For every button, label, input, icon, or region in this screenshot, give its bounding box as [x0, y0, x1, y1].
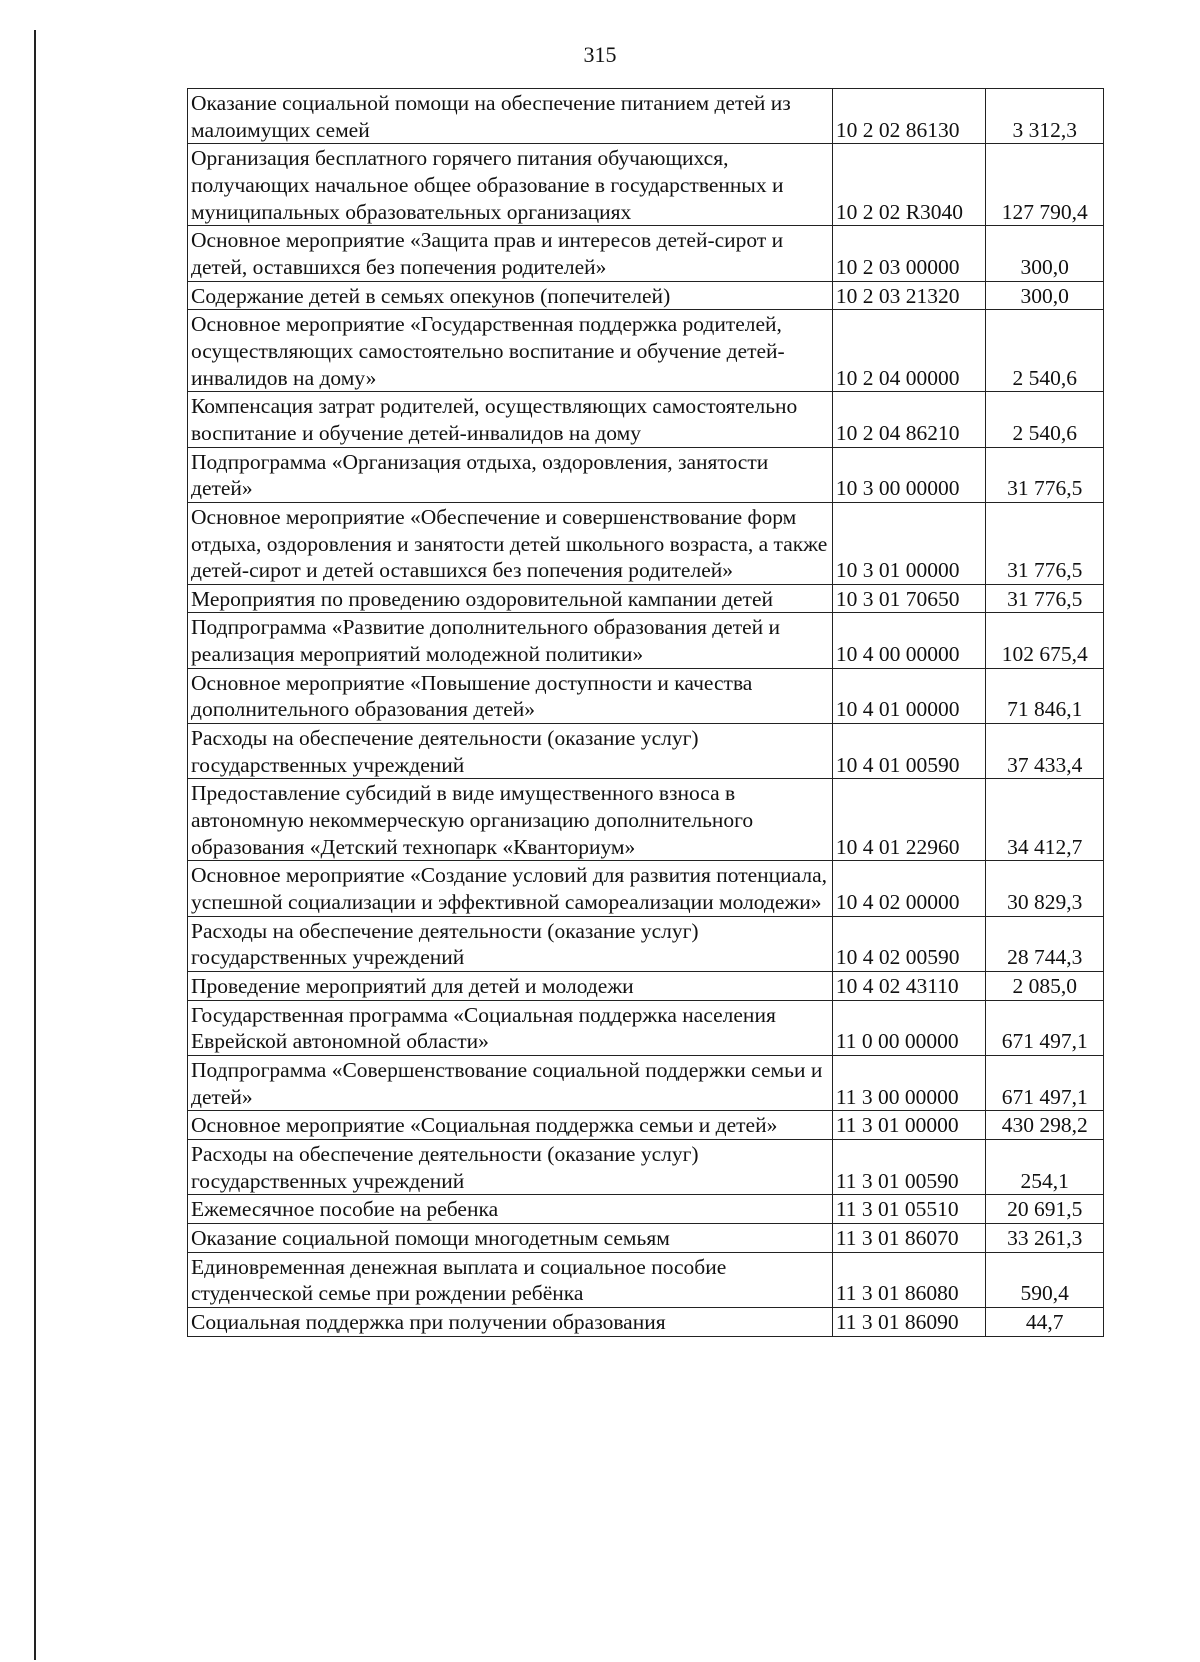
- table-row: [188, 1000, 1104, 1055]
- row-name-cell: Мероприятия по проведению оздоровительной кампании детей: [188, 584, 833, 613]
- row-amount-cell: 33 261,3: [986, 1223, 1104, 1252]
- row-code-cell: 11 3 01 86090: [832, 1307, 986, 1336]
- table-row: [188, 584, 1104, 613]
- table-row: [188, 281, 1104, 310]
- row-name-cell: Единовременная денежная выплата и социальное пособие студенческой семье при рождении ребёнка: [188, 1252, 833, 1307]
- row-amount-cell: 127 790,4: [986, 144, 1104, 226]
- table-row: [188, 1195, 1104, 1224]
- row-name-cell: Подпрограмма «Организация отдыха, оздоровления, занятости детей»: [188, 447, 833, 502]
- row-code-cell: 10 2 04 86210: [832, 392, 986, 447]
- row-code-cell: 10 4 02 00590: [832, 916, 986, 971]
- row-name-cell: Основное мероприятие «Защита прав и интересов детей-сирот и детей, оставшихся без попечения родителей»: [188, 226, 833, 281]
- row-amount-cell: 254,1: [986, 1139, 1104, 1194]
- row-code-cell: 10 2 03 21320: [832, 281, 986, 310]
- row-name-cell: Расходы на обеспечение деятельности (оказание услуг) государственных учреждений: [188, 724, 833, 779]
- table-row: [188, 447, 1104, 502]
- row-amount-cell: 2 540,6: [986, 310, 1104, 392]
- row-amount-cell: 3 312,3: [986, 89, 1104, 144]
- budget-table-body: [188, 89, 1104, 1337]
- row-name-cell: Государственная программа «Социальная поддержка населения Еврейской автономной области»: [188, 1000, 833, 1055]
- row-name-cell: Оказание социальной помощи многодетным семьям: [188, 1223, 833, 1252]
- row-code-cell: 11 3 01 05510: [832, 1195, 986, 1224]
- row-amount-cell: 671 497,1: [986, 1000, 1104, 1055]
- row-code-cell: 11 3 01 86070: [832, 1223, 986, 1252]
- row-amount-cell: 71 846,1: [986, 668, 1104, 723]
- row-code-cell: 10 3 01 00000: [832, 502, 986, 584]
- table-row: [188, 502, 1104, 584]
- row-amount-cell: 20 691,5: [986, 1195, 1104, 1224]
- table-row: [188, 1139, 1104, 1194]
- row-name-cell: Подпрограмма «Развитие дополнительного образования детей и реализация мероприятий молодежной политики»: [188, 613, 833, 668]
- row-name-cell: Основное мероприятие «Повышение доступности и качества дополнительного образования детей»: [188, 668, 833, 723]
- row-code-cell: 10 3 01 70650: [832, 584, 986, 613]
- row-amount-cell: 300,0: [986, 226, 1104, 281]
- row-amount-cell: 30 829,3: [986, 861, 1104, 916]
- row-name-cell: Организация бесплатного горячего питания обучающихся, получающих начальное общее образование в государственных и муниципальных образовательных организациях: [188, 144, 833, 226]
- row-name-cell: Компенсация затрат родителей, осуществляющих самостоятельно воспитание и обучение детей-инвалидов на дому: [188, 392, 833, 447]
- table-row: [188, 668, 1104, 723]
- table-row: [188, 1111, 1104, 1140]
- table-row: [188, 1223, 1104, 1252]
- page-scan-edge: [34, 30, 36, 1660]
- table-row: [188, 144, 1104, 226]
- row-amount-cell: 300,0: [986, 281, 1104, 310]
- row-amount-cell: 2 085,0: [986, 972, 1104, 1001]
- table-row: [188, 724, 1104, 779]
- row-amount-cell: 28 744,3: [986, 916, 1104, 971]
- row-code-cell: 10 2 02 R3040: [832, 144, 986, 226]
- row-name-cell: Расходы на обеспечение деятельности (оказание услуг) государственных учреждений: [188, 1139, 833, 1194]
- table-row: [188, 916, 1104, 971]
- table-row: [188, 89, 1104, 144]
- table-row: [188, 310, 1104, 392]
- table-row: [188, 613, 1104, 668]
- row-amount-cell: 31 776,5: [986, 584, 1104, 613]
- row-name-cell: Социальная поддержка при получении образования: [188, 1307, 833, 1336]
- row-name-cell: Оказание социальной помощи на обеспечение питанием детей из малоимущих семей: [188, 89, 833, 144]
- row-name-cell: Содержание детей в семьях опекунов (попечителей): [188, 281, 833, 310]
- row-name-cell: Основное мероприятие «Социальная поддержка семьи и детей»: [188, 1111, 833, 1140]
- row-amount-cell: 102 675,4: [986, 613, 1104, 668]
- row-code-cell: 10 4 00 00000: [832, 613, 986, 668]
- row-code-cell: 10 4 02 00000: [832, 861, 986, 916]
- row-code-cell: 10 4 01 22960: [832, 779, 986, 861]
- table-row: [188, 1252, 1104, 1307]
- row-name-cell: Проведение мероприятий для детей и молодежи: [188, 972, 833, 1001]
- row-name-cell: Ежемесячное пособие на ребенка: [188, 1195, 833, 1224]
- row-code-cell: 11 0 00 00000: [832, 1000, 986, 1055]
- row-name-cell: Расходы на обеспечение деятельности (оказание услуг) государственных учреждений: [188, 916, 833, 971]
- table-row: [188, 226, 1104, 281]
- row-amount-cell: 31 776,5: [986, 447, 1104, 502]
- budget-table: [187, 88, 1104, 1337]
- row-code-cell: 10 2 02 86130: [832, 89, 986, 144]
- row-code-cell: 10 3 00 00000: [832, 447, 986, 502]
- row-name-cell: Предоставление субсидий в виде имущественного взноса в автономную некоммерческую организацию дополнительного образования «Детский технопарк «Кванториум»: [188, 779, 833, 861]
- row-code-cell: 10 4 01 00000: [832, 668, 986, 723]
- row-name-cell: Основное мероприятие «Обеспечение и совершенствование форм отдыха, оздоровления и занятости детей школьного возраста, а также детей-сирот и детей оставшихся без попечения родителей»: [188, 502, 833, 584]
- row-code-cell: 10 2 03 00000: [832, 226, 986, 281]
- row-name-cell: Основное мероприятие «Создание условий для развития потенциала, успешной социализации и эффективной самореализации молодежи»: [188, 861, 833, 916]
- row-amount-cell: 671 497,1: [986, 1055, 1104, 1110]
- table-row: [188, 1307, 1104, 1336]
- table-row: [188, 972, 1104, 1001]
- table-row: [188, 1055, 1104, 1110]
- row-name-cell: Подпрограмма «Совершенствование социальной поддержки семьи и детей»: [188, 1055, 833, 1110]
- row-code-cell: 11 3 01 86080: [832, 1252, 986, 1307]
- row-amount-cell: 31 776,5: [986, 502, 1104, 584]
- row-code-cell: 11 3 00 00000: [832, 1055, 986, 1110]
- row-code-cell: 11 3 01 00000: [832, 1111, 986, 1140]
- row-amount-cell: 34 412,7: [986, 779, 1104, 861]
- table-row: [188, 861, 1104, 916]
- table-row: [188, 392, 1104, 447]
- row-name-cell: Основное мероприятие «Государственная поддержка родителей, осуществляющих самостоятельно воспитание и обучение детей-инвалидов на дому»: [188, 310, 833, 392]
- row-amount-cell: 590,4: [986, 1252, 1104, 1307]
- row-amount-cell: 430 298,2: [986, 1111, 1104, 1140]
- row-code-cell: 10 2 04 00000: [832, 310, 986, 392]
- page-number: 315: [583, 42, 617, 67]
- row-amount-cell: 44,7: [986, 1307, 1104, 1336]
- row-code-cell: 10 4 01 00590: [832, 724, 986, 779]
- table-row: [188, 779, 1104, 861]
- row-code-cell: 11 3 01 00590: [832, 1139, 986, 1194]
- row-amount-cell: 37 433,4: [986, 724, 1104, 779]
- row-amount-cell: 2 540,6: [986, 392, 1104, 447]
- row-code-cell: 10 4 02 43110: [832, 972, 986, 1001]
